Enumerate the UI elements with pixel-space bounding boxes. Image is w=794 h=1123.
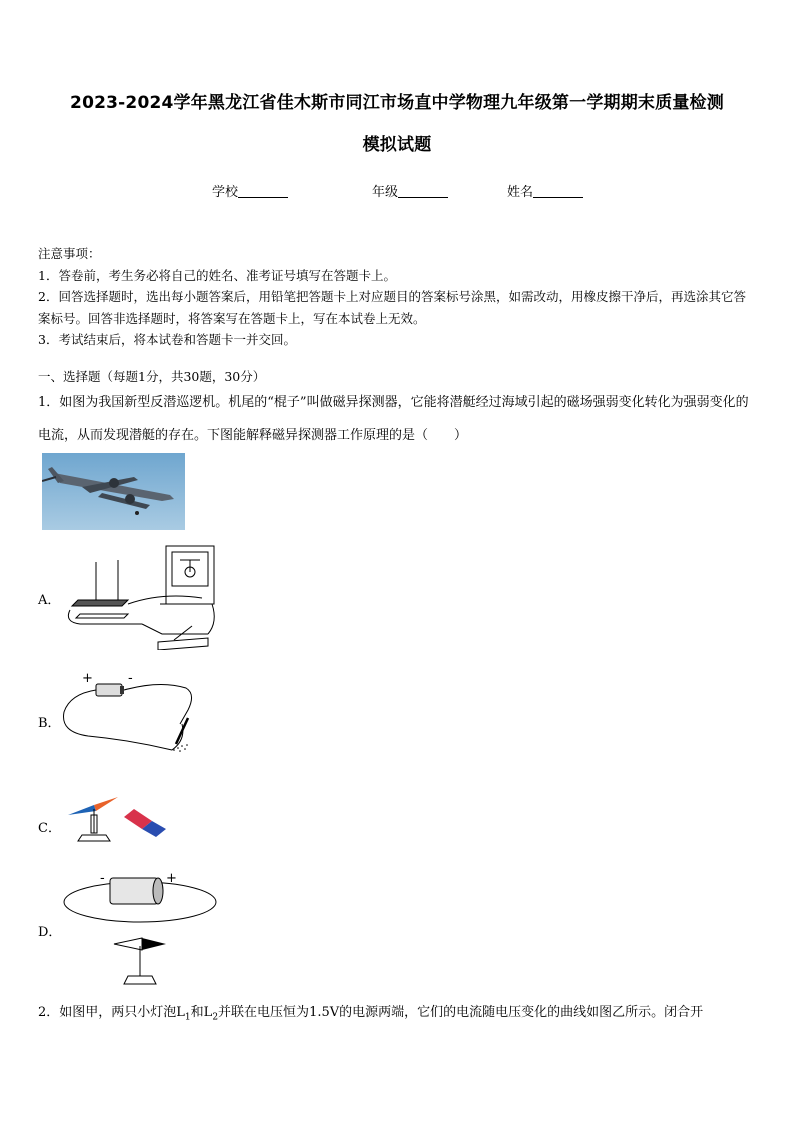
option-b-label: B． [38,716,61,731]
notes [38,243,758,351]
option-d-battery-compass-figure [62,868,222,988]
question-1-text: 1．如图为我国新型反潜巡逻机。机尾的“棍子”叫做磁异探测器，它能将潜艇经过海域引起的磁场强弱变化转化为强弱变化的电流，从而发现潜艇的存在。下图能解释磁异探测器工作原理的是（ ） [38,395,749,443]
option-c-label: C． [38,821,61,836]
option-a-generator-figure [62,542,222,650]
question-2-text: 2．如图甲，两只小灯泡$L_1$和$L_2$并联在电压恒为1.5V的电源两端，它们的电流随电压变化的曲线如图乙所示。闭合开 [38,1005,704,1023]
plus-sign: + [82,671,93,686]
option-c-compass-magnet-figure [62,793,172,847]
minus-sign: - [128,671,133,686]
option-d-label: D． [38,925,62,940]
notes-heading: 注意事项： [38,246,101,261]
option-a-label: A． [38,593,61,608]
name-field: 姓名 [507,181,583,200]
note-item: 1．答卷前，考生务必将自己的姓名、准考证号填写在答题卡上。 [38,267,396,283]
school-field: 学校 [212,181,288,200]
grade-field: 年级 [372,181,448,200]
page-title: 2023-2024学年黑龙江省佳木斯市同江市场直中学物理九年级第一学期期末质量检测 [70,93,724,113]
patrol-plane-photo [42,453,185,530]
page-title-line2: 模拟试题 [362,135,432,155]
plus-sign: + [166,871,177,886]
minus-sign: - [100,871,105,886]
section-title: 一、选择题（每题1分，共30题，30分） [38,369,266,384]
note-item: 2．回答选择题时，选出每小题答案后，用铅笔把答题卡上对应题目的答案标号涂黑，如需改动，用橡皮擦干净后，再选涂其它答案标号。回答非选择题时，将答案写在答题卡上，写在本试卷上无效。 [38,289,746,326]
note-item: 3．考试结束后，将本试卷和答题卡一并交回。 [38,332,296,347]
option-b-battery-wire-figure [60,670,200,756]
